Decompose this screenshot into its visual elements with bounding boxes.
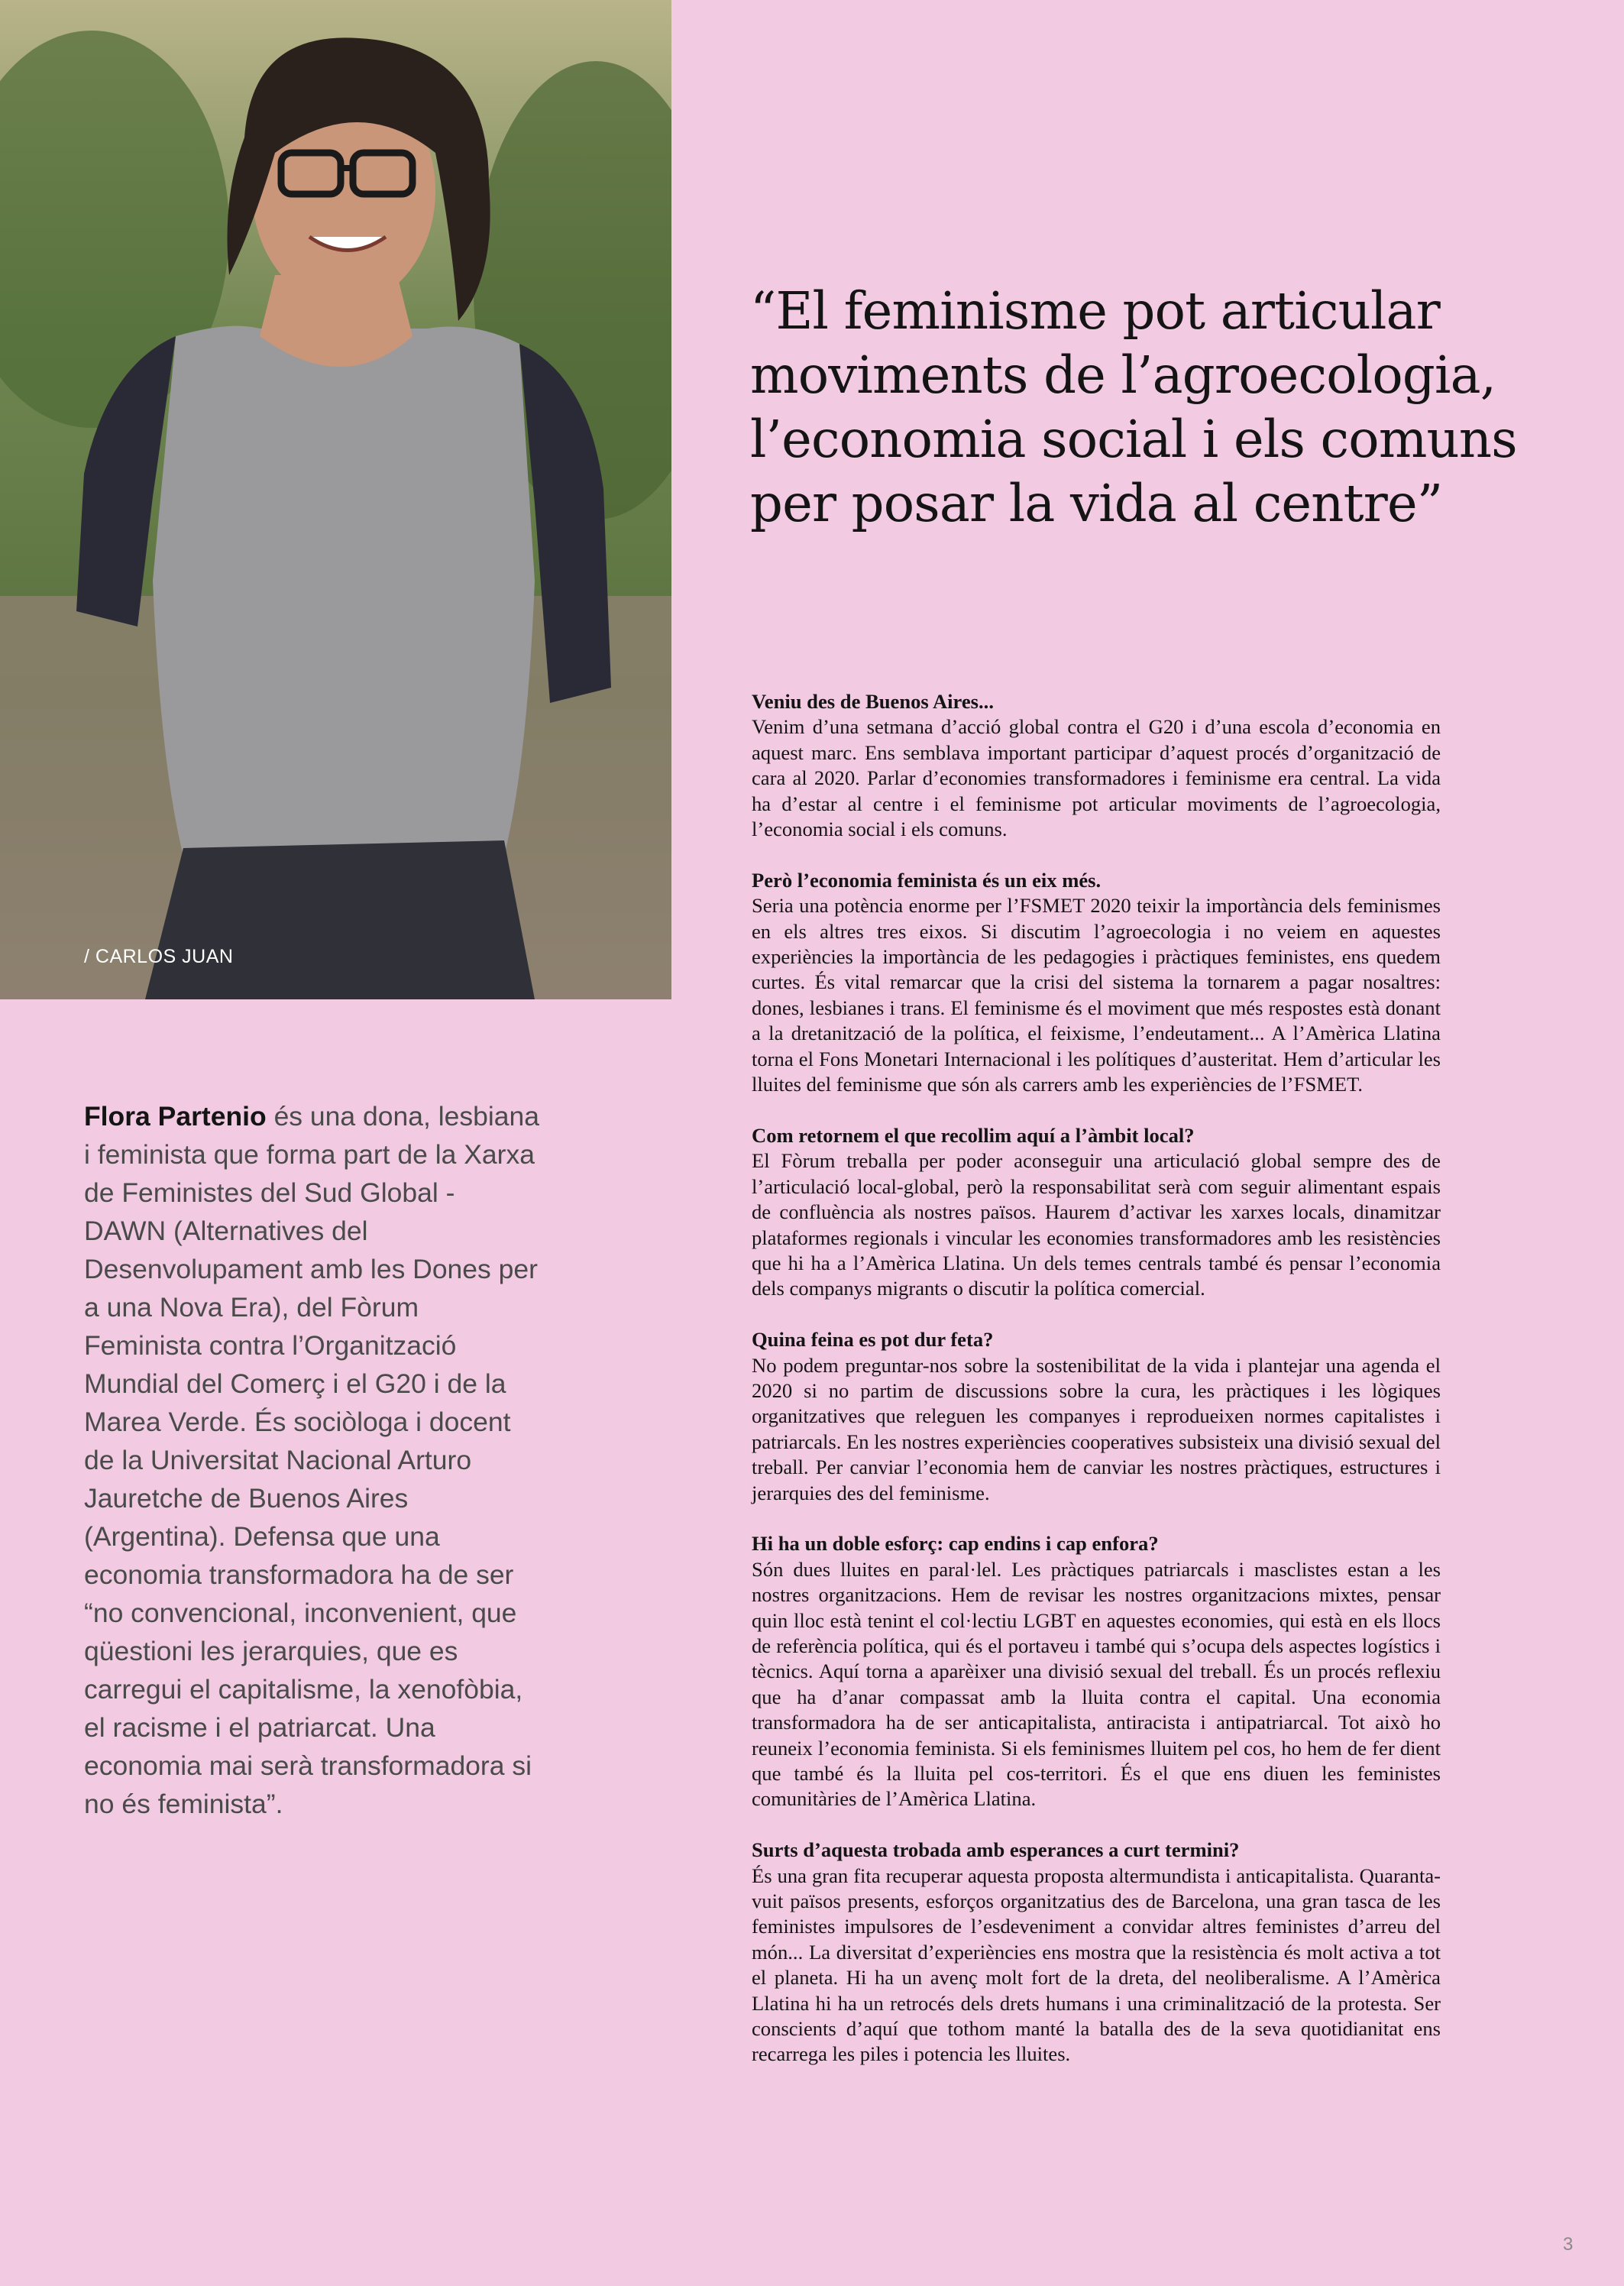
pull-quote: “El feminisme pot articular moviments de l’agroecologia, l’economia social i els comuns per posar la vida al centre”	[750, 281, 1517, 533]
bio-text: és una dona, lesbiana i feminista que forma part de la Xarxa de Feministes del Sud Global - DAWN (Alternatives del Desenvolupament amb les Dones per a una Nova Era), del Fòrum Feminista contra l’Organització Mundial del Comerç i el G20 i de la Marea Verde. És sociòloga i docent de la Universitat Nacional Arturo Jauretche de Buenos Aires (Argentina). Defensa que una economia transformadora ha de ser “no convencional, inconvenient, que qüestioni les jerarquies, que es carregui el capitalisme, la xenofòbia, el racisme i el patriarcat. Una economia mai serà transformadora si no és feminista”.	[84, 1101, 539, 1819]
interview-question: Hi ha un doble esforç: cap endins i cap enfora?	[752, 1532, 1159, 1556]
qa-block	[752, 1838, 1441, 2067]
portrait-illustration	[0, 0, 671, 999]
interview-answer: Venim d’una setmana d’acció global contra el G20 i d’una escola d’economia en aquest marc. Ens semblava important participar d’aquest procés d’organització de cara al 2020. Parlar d’economies transformadores i feminisme era central. La vida ha d’estar al centre i el feminisme pot articular moviments de l’agroecologia, l’economia social i els comuns.	[752, 715, 1441, 841]
interview-question: Però l’economia feminista és un eix més.	[752, 868, 1102, 892]
interview-body	[752, 689, 1441, 2093]
qa-block	[752, 868, 1441, 1098]
interview-answer: És una gran fita recuperar aquesta proposta altermundista i anticapitalista. Quaranta-vuit països presents, esforços organitzatius des de Barcelona, una gran tasca de les feministes impulsores de l’esdeveniment a convidar altres feministes d’arreu del món... La diversitat d’experiències ens mostra que la resistència és molt activa a tot el planeta. Hi ha un avenç molt fort de la dreta, del neoliberalisme. A l’Amèrica Llatina hi ha un retrocés dels drets humans i una criminalització de la protesta. Ser conscients d’aquí que tothom manté la batalla des de la seva quotidianitat ens recarrega les piles i potencia les lluites.	[752, 1863, 1441, 2066]
photo-credit: / CARLOS JUAN	[84, 946, 234, 967]
interview-answer: No podem preguntar-nos sobre la sostenibilitat de la vida i plantejar una agenda el 2020 si no partim de discussions sobre la cura, les pràctiques i les lògiques organitzatives que releguen les companyes i reprodueixen normes capitalistes i patriarcals. En les nostres experiències cooperatives subsisteix una divisió sexual del treball. Per canviar l’economia hem de canviar les nostres pràctiques, estructures i jerarquies des del feminisme.	[752, 1353, 1441, 1504]
interview-answer: Són dues lluites en paral·lel. Les pràctiques patriarcals i masclistes estan a les nostres organitzacions. Hem de revisar les nostres organitzacions mixtes, pensar quin lloc està tenint el col·lectiu LGBT en aquestes economies, qui està en els llocs de referència política, qui és el portaveu i també qui s’ocupa dels aspectes logístics i tècnics. Aquí torna a aparèixer una divisió sexual del treball. És un procés reflexiu que ha d’anar compassat amb la lluita contra el capital. Una economia transformadora ha de ser anticapitalista, antiracista i antipatriarcal. Tot això ho reuneix l’economia feminista. Si els feminismes lluitem pel cos, ho hem de fer dient que també és la lluita pel cos-territori. És el que ens diuen les feministes comunitàries de l’Amèrica Llatina.	[752, 1557, 1441, 1811]
interview-question: Surts d’aquesta trobada amb esperances a curt termini?	[752, 1838, 1240, 1862]
interview-answer: Seria una potència enorme per l’FSMET 2020 teixir la importància dels feminismes en els altres tres eixos. Si discutim l’agroecologia i no veiem en aquestes experiències la importància de les pedagogies i pràctiques feministes, ens quedem curtes. És vital remarcar que la crisi del sistema la tornarem a pagar nosaltres: dones, lesbianes i trans. El feminisme és el moviment que més respostes està donant a la dretanització de la política, el feixisme, l’endeutament... A l’Amèrica Llatina torna el Fons Monetari Internacional i les polítiques d’austeritat. Hem d’articular les lluites del feminisme que són als carrers amb les experiències de l’FSMET.	[752, 894, 1441, 1096]
page-number: 3	[1563, 2234, 1574, 2255]
qa-block	[752, 1123, 1441, 1302]
qa-block	[752, 689, 1441, 842]
qa-block	[752, 1327, 1441, 1506]
portrait-photo	[0, 0, 671, 999]
bio-paragraph	[84, 1097, 542, 1823]
qa-block	[752, 1531, 1441, 1812]
interview-question: Quina feina es pot dur feta?	[752, 1328, 994, 1352]
interview-question: Com retornem el que recollim aquí a l’àmbit local?	[752, 1123, 1195, 1147]
bio-name: Flora Partenio	[84, 1101, 267, 1132]
interview-question: Veniu des de Buenos Aires...	[752, 690, 994, 713]
interview-answer: El Fòrum treballa per poder aconseguir una articulació global sempre des de l’articulació local-global, però la responsabilitat serà com seguir alimentant espais de confluència als nostres països. Haurem d’activar les xarxes locals, dinamitzar plataformes regionals i vincular les economies transformadores amb les resistències que hi ha a l’Amèrica Llatina. Un dels temes centrals també és pensar l’economia dels companys migrants o discutir la política comercial.	[752, 1149, 1441, 1300]
